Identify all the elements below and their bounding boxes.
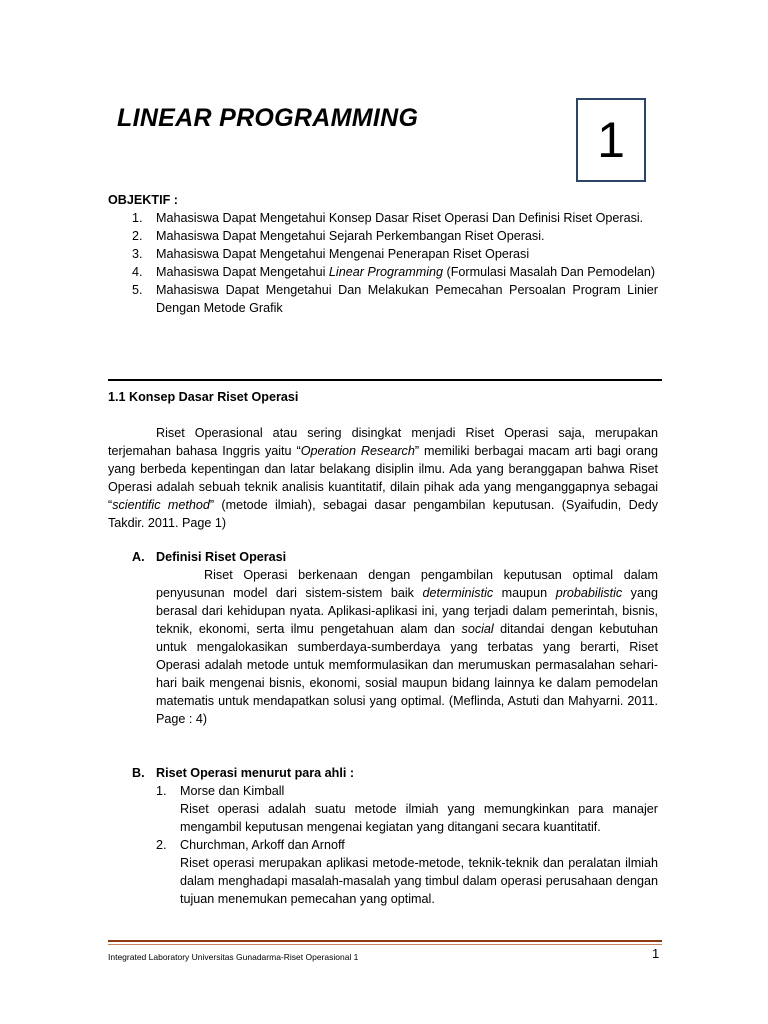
section-b — [132, 764, 658, 908]
objective-item-text: Mahasiswa Dapat Mengetahui Konsep Dasar Riset Operasi Dan Definisi Riset Operasi. — [156, 211, 644, 225]
expert-item — [156, 782, 658, 836]
objective-item-text: Mahasiswa Dapat Mengetahui — [156, 265, 329, 279]
section-b-title — [132, 764, 658, 782]
section-1-1-paragraph-text: Operation Research — [300, 444, 415, 458]
expert-item-marker: 2. — [156, 838, 167, 852]
section-1-1-paragraph-text: scientific method — [112, 498, 210, 512]
expert-item — [156, 836, 658, 908]
section-1-1-paragraph-text: ” (metode ilmiah), sebagai dasar pengambilan keputusan. (Syaifudin, Dedy Takdir. 2011. Page 1) — [108, 498, 659, 530]
objective-item-text: Linear Programming — [328, 265, 444, 279]
section-a-paragraph-text: yang berasal dari kehidupan nyata. Aplikasi-aplikasi ini, yang terjadi dalam pemerintah, bisnis, teknik, ekonomi, serta ilmu pengetahuan alam dan — [156, 586, 658, 636]
objective-item — [132, 281, 658, 317]
expert-list — [156, 782, 658, 908]
page-title: LINEAR PROGRAMMING — [117, 104, 419, 132]
objective-item — [132, 245, 658, 263]
objective-item-marker: 3. — [132, 247, 143, 261]
section-a-marker: A. — [132, 550, 145, 564]
objective-item-text: Mahasiswa Dapat Mengetahui Sejarah Perkembangan Riset Operasi. — [156, 229, 545, 243]
objective-list — [132, 209, 658, 317]
section-divider — [108, 379, 662, 381]
section-a-title — [132, 548, 658, 566]
section-a-heading: Definisi Riset Operasi — [156, 550, 287, 564]
section-1-1-paragraph-text: ” memiliki berbagai macam arti bagi orang yang berbeda kepentingan dan latar belakang disiplin ilmu. Ada yang beranggapan bahwa Riset Operasi adalah sebuah teknik analisis kuantitatif, dilain pihak ada yang menganggapnya sebagai “ — [108, 444, 658, 512]
section-1-1 — [108, 388, 658, 532]
section-a-paragraph-text: Riset Operasi berkenaan dengan pengambilan keputusan optimal dalam penyusunan model dari sistem-sistem baik — [156, 568, 658, 600]
objective-item-marker: 2. — [132, 229, 143, 243]
footer-text: Integrated Laboratory Universitas Gunadarma-Riset Operasional 1 — [108, 952, 359, 962]
objective-section — [108, 191, 658, 317]
objective-item-marker: 1. — [132, 211, 143, 225]
section-b-marker: B. — [132, 766, 145, 780]
section-1-1-paragraph-text: Riset Operasional atau sering disingkat menjadi Riset Operasi saja, merupakan terjemahan bahasa Inggris yaitu “ — [108, 426, 658, 458]
section-a-paragraph — [156, 566, 658, 728]
expert-definition: Riset operasi merupakan aplikasi metode-metode, teknik-teknik dan peralatan ilmiah dalam menghadapi masalah-masalah yang timbul dalam operasi perusahaan dengan tujuan menemukan pemecahan yang optimal. — [180, 856, 658, 906]
footer-rule — [108, 940, 662, 945]
objective-heading: OBJEKTIF : — [108, 193, 178, 207]
objective-item — [132, 209, 658, 227]
objective-item-text: Mahasiswa Dapat Mengetahui Mengenai Penerapan Riset Operasi — [156, 247, 530, 261]
objective-item — [132, 227, 658, 245]
objective-item — [132, 263, 658, 281]
expert-name: Morse dan Kimball — [180, 784, 285, 798]
section-a-paragraph-text: ditandai dengan kebutuhan untuk mengalokasikan sumberdaya-sumberdaya yang terbatas yang berarti, Riset Operasi adalah metode untuk memformulasikan dan merumuskan permasalahan sehari-hari baik mengenai bisnis, ekonomi, sosial maupun bidang lainnya ke dalam pemodelan matematis untuk mendapatkan solusi yang optimal. (Meflinda, Astuti dan Mahyarni. 2011. Page : 4) — [156, 622, 658, 726]
section-a-paragraph-text: deterministic — [422, 586, 494, 600]
section-1-1-paragraph — [108, 424, 658, 532]
section-a — [132, 548, 658, 728]
objective-item-text: Mahasiswa Dapat Mengetahui Dan Melakukan Pemecahan Persoalan Program Linier Dengan Metode Grafik — [156, 283, 658, 315]
section-a-paragraph-text: probabilistic — [555, 586, 623, 600]
expert-name: Churchman, Arkoff dan Arnoff — [180, 838, 345, 852]
section-a-paragraph-text: maupun — [493, 586, 556, 600]
objective-item-marker: 5. — [132, 283, 143, 297]
expert-item-marker: 1. — [156, 784, 167, 798]
chapter-number-box: 1 — [576, 98, 646, 182]
objective-item-text: (Formulasi Masalah Dan Pemodelan) — [443, 265, 656, 279]
section-a-paragraph-text: social — [461, 622, 494, 636]
page-number: 1 — [652, 946, 660, 961]
section-1-1-heading: 1.1 Konsep Dasar Riset Operasi — [108, 390, 299, 404]
objective-item-marker: 4. — [132, 265, 143, 279]
section-b-heading: Riset Operasi menurut para ahli : — [156, 766, 355, 780]
expert-definition: Riset operasi adalah suatu metode ilmiah yang memungkinkan para manajer mengambil keputusan mengenai kegiatan yang ditangani secara kuantitatif. — [180, 802, 658, 834]
